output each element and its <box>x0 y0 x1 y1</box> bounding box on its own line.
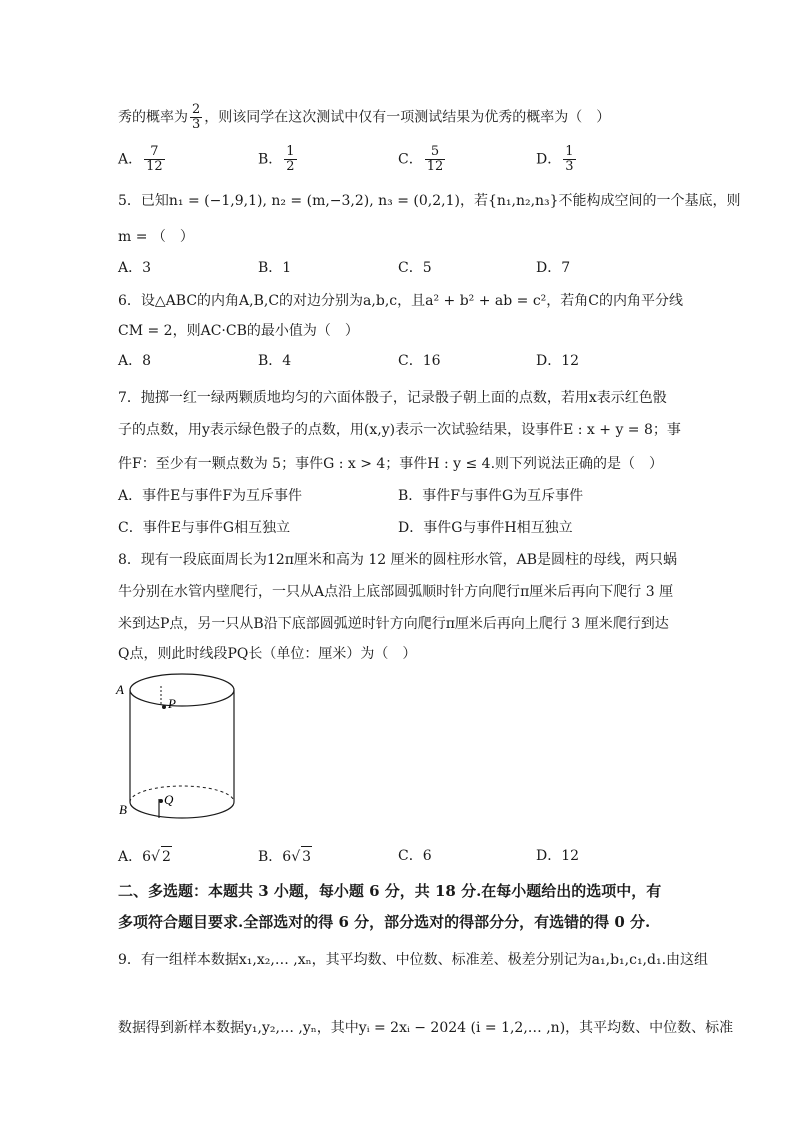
q8-option-d[interactable]: D．12 <box>536 848 580 864</box>
q6-option-b[interactable]: B．4 <box>258 353 292 369</box>
label-a: A <box>116 682 124 697</box>
q4-frac-num: 2 <box>192 102 201 117</box>
q7-option-a[interactable]: A．事件E与事件F为互斥事件 <box>118 488 303 504</box>
q4-stem <box>118 103 610 132</box>
q4-fraction <box>190 103 202 132</box>
point-q <box>159 799 163 803</box>
label-p: P <box>168 696 176 711</box>
q5-option-d[interactable]: D．7 <box>536 260 571 276</box>
label-b: B <box>119 802 127 817</box>
q5-option-a[interactable]: A．3 <box>118 260 152 276</box>
section-2-heading-line2: 多项符合题目要求.全部选对的得 6 分，部分选对的得部分分，有选错的得 0 分. <box>118 913 651 931</box>
q5-option-b[interactable]: B．1 <box>258 260 292 276</box>
q4-stem-post: ，则该同学在这次测试中仅有一项测试结果为优秀的概率为（ ） <box>204 109 611 126</box>
q6-stem-line2: CM = 2，则AC·CB的最小值为（ ） <box>118 323 359 339</box>
q8-stem-line3: 米到达P点，另一只从B沿下底部圆弧逆时针方向爬行π厘米后再向上爬行 3 厘米爬行到达 <box>118 616 669 632</box>
q8-stem-line1: 8．现有一段底面周长为12π厘米和高为 12 厘米的圆柱形水管，AB是圆柱的母线，两只蜗 <box>118 552 678 568</box>
q4-frac-den: 3 <box>192 117 201 132</box>
bottom-back-arc <box>130 786 234 802</box>
q4-option-c[interactable]: C． $\frac{5}{12}$ <box>398 144 444 174</box>
top-ellipse <box>130 674 234 706</box>
q5-stem-line1: 5．已知n₁ = (−1,9,1), n₂ = (m,−3,2), n₃ = (0,2,1)，若{n₁,n₂,n₃}不能构成空间的一个基底，则 <box>118 193 741 209</box>
q7-option-c[interactable]: C．事件E与事件G相互独立 <box>118 520 291 536</box>
q6-option-d[interactable]: D．12 <box>536 353 580 369</box>
q8-option-c[interactable]: C．6 <box>398 848 432 864</box>
q9-stem-line2: 数据得到新样本数据y₁,y₂,… ,yₙ，其中yᵢ = 2xᵢ − 2024 (i = 1,2,… ,n)，其平均数、中位数、标准 <box>118 1020 734 1036</box>
label-q: Q <box>164 792 174 807</box>
q7-stem-line1: 7．抛掷一红一绿两颗质地均匀的六面体骰子，记录骰子朝上面的点数，若用x表示红色骰 <box>118 390 667 406</box>
q7-stem-line3: 件F：至少有一颗点数为 5；事件G : x > 4；事件H : y ≤ 4.则下列说法正确的是（ ） <box>118 456 664 472</box>
q4-option-d[interactable]: D． $\frac{1}{3}$ <box>536 144 574 174</box>
q4-option-a[interactable]: A． $\frac{7}{12}$ <box>118 144 163 174</box>
q7-option-d[interactable]: D．事件G与事件H相互独立 <box>398 520 573 536</box>
q5-stem-line2: m = （ ） <box>118 229 194 245</box>
q8-option-a[interactable]: A．6√ 2 <box>118 846 172 867</box>
section-2-heading-line1: 二、多选题：本题共 3 小题，每小题 6 分，共 18 分.在每小题给出的选项中，有 <box>118 882 662 900</box>
q6-option-a[interactable]: A．8 <box>118 353 152 369</box>
q4-stem-pre: 秀的概率为 <box>118 109 188 126</box>
q8-stem-line4: Q点，则此时线段PQ长（单位：厘米）为（ ） <box>118 646 417 662</box>
q7-stem-line2: 子的点数，用y表示绿色骰子的点数，用(x,y)表示一次试验结果，设事件E : x + y = 8；事 <box>118 422 681 438</box>
q6-option-c[interactable]: C．16 <box>398 353 441 369</box>
q8-option-b[interactable]: B．6√ 3 <box>258 846 312 867</box>
cylinder-figure <box>115 670 250 830</box>
q4-option-b[interactable]: B． $\frac{1}{2}$ <box>258 144 295 174</box>
q6-stem-line1: 6．设△ABC的内角A,B,C的对边分别为a,b,c，且a² + b² + ab = c²，若角C的内角平分线 <box>118 293 684 309</box>
q8-stem-line2: 牛分别在水管内壁爬行，一只从A点沿上底部圆弧顺时针方向爬行π厘米后再向下爬行 3 厘 <box>118 584 674 600</box>
point-p <box>162 705 166 709</box>
q7-option-b[interactable]: B．事件F与事件G为互斥事件 <box>398 488 584 504</box>
q5-option-c[interactable]: C．5 <box>398 260 432 276</box>
q9-stem-line1: 9．有一组样本数据x₁,x₂,… ,xₙ，其平均数、中位数、标准差、极差分别记为a₁,b₁,c₁,d₁.由这组 <box>118 952 709 968</box>
bottom-front-arc <box>130 802 234 818</box>
